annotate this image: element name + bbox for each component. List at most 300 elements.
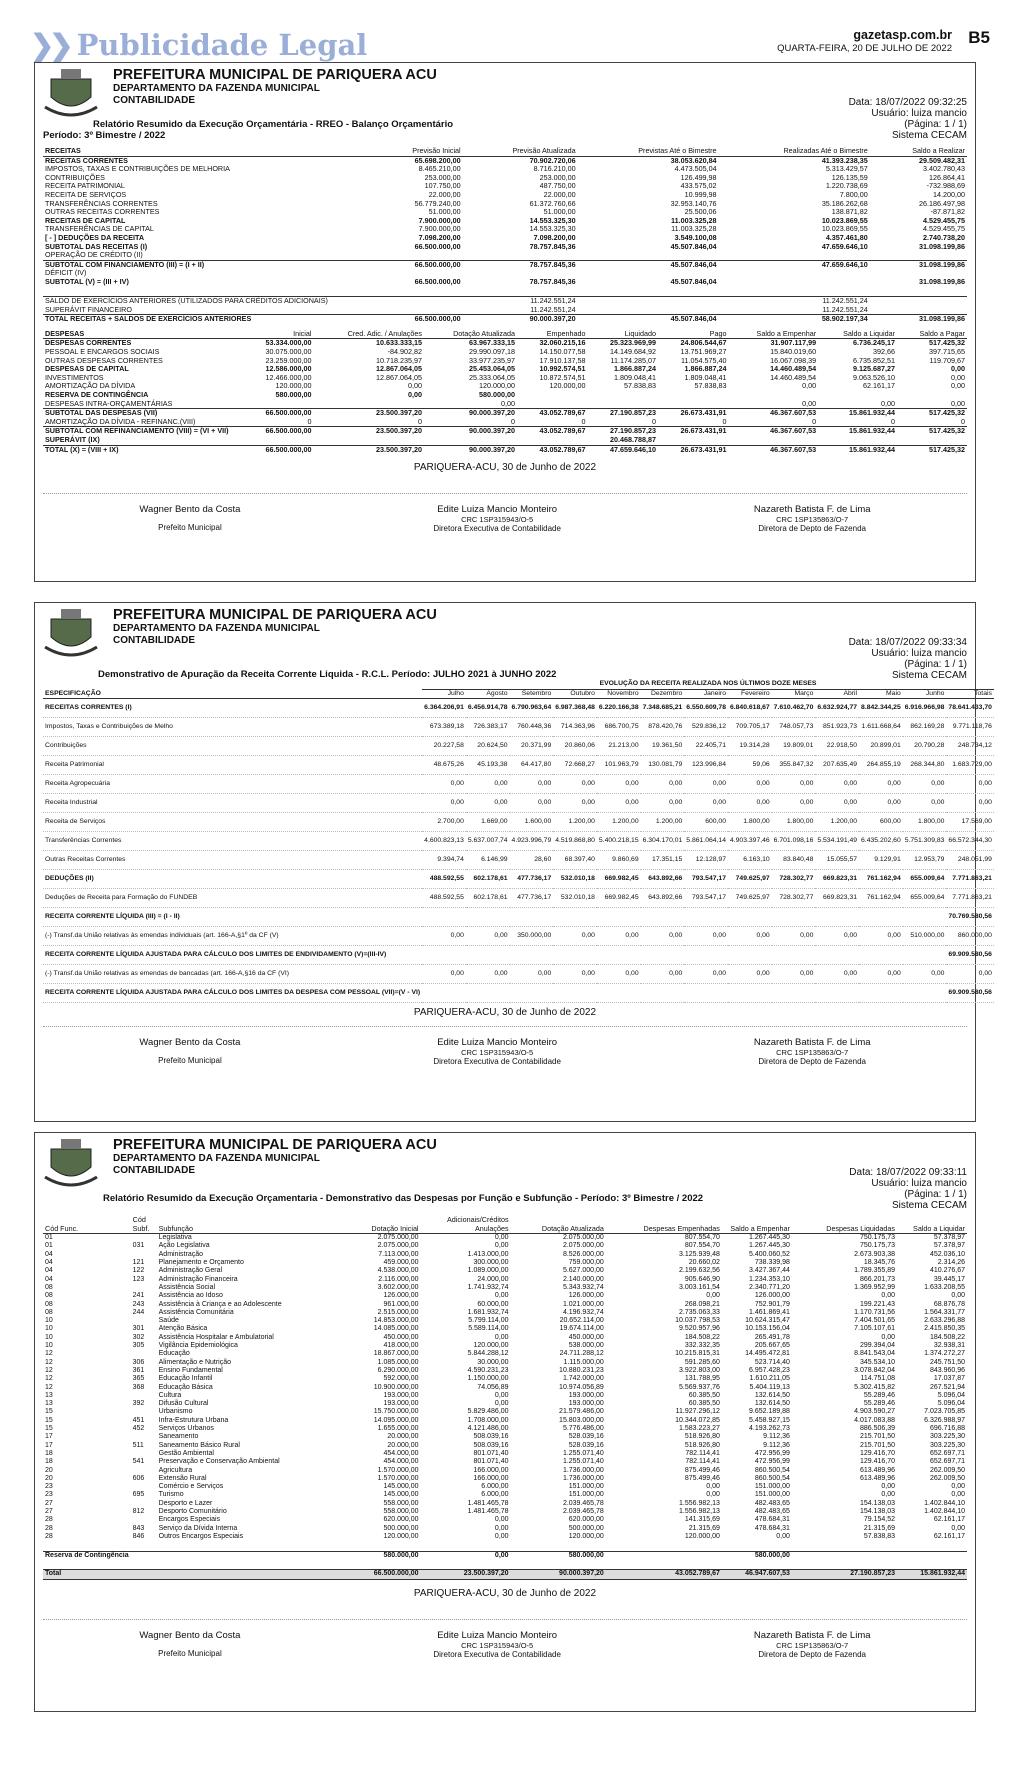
table-cell: 15.861.932,44 xyxy=(849,426,896,436)
table-cell: 57.838,83 xyxy=(623,381,656,391)
table-cell: 508.039,16 xyxy=(473,1433,509,1441)
table-cell: 1.866.887,24 xyxy=(684,364,727,374)
table-cell: 7.098.200,00 xyxy=(418,232,461,242)
table-row xyxy=(43,813,994,832)
table-cell: Alimentação e Nutrição xyxy=(158,1358,232,1366)
table-cell: 2.314,26 xyxy=(937,1259,965,1267)
table-cell: 478.684,31 xyxy=(754,1524,790,1532)
table-cell: 3.003.161,54 xyxy=(679,1283,720,1291)
table-cell: 193.000,00 xyxy=(568,1391,604,1399)
table-cell: Administração Geral xyxy=(158,1267,223,1275)
table-cell: 0,00 xyxy=(684,775,728,794)
table-cell: 0,00 xyxy=(728,965,772,984)
table-cell: 138.871,82 xyxy=(831,207,868,217)
table-cell: 300.000,00 xyxy=(473,1259,509,1267)
table-cell: 29.990.097,18 xyxy=(469,346,515,356)
table-cell: 669.823,31 xyxy=(815,889,859,908)
table-cell xyxy=(684,946,728,965)
table-cell: 132.614,50 xyxy=(754,1391,790,1399)
table-cell: 1.402.844,10 xyxy=(924,1499,965,1507)
table-cell: 53.334.000,00 xyxy=(265,338,312,348)
table-cell: 843 xyxy=(132,1524,145,1532)
table-cell: 10 xyxy=(45,1325,53,1333)
table-cell: 0,00 xyxy=(946,965,993,984)
table-row xyxy=(43,278,967,287)
table-cell: 1.570.000,00 xyxy=(377,1466,419,1474)
table-cell: 541 xyxy=(132,1458,145,1466)
table-cell xyxy=(131,1392,157,1400)
table-cell: 7.771.863,21 xyxy=(946,889,993,908)
table-cell: 538.000,00 xyxy=(568,1342,604,1350)
table-cell: DESPESAS CORRENTES xyxy=(45,338,132,348)
table-cell: 90.000.397,20 xyxy=(469,426,515,436)
table-cell: 145.000,00 xyxy=(383,1483,419,1491)
table-cell xyxy=(131,1284,157,1292)
table-row xyxy=(43,1292,967,1300)
table-cell: 31.907.117,99 xyxy=(770,338,817,348)
table-cell: 01 xyxy=(45,1234,53,1242)
table-cell: 812 xyxy=(132,1507,145,1515)
table-cell: 11.054.575,40 xyxy=(681,355,727,365)
table-cell: Gestão Ambiental xyxy=(158,1449,214,1457)
rcl-table xyxy=(43,680,994,1003)
table-cell xyxy=(553,946,597,965)
table-cell: 2.673.903,38 xyxy=(854,1250,895,1258)
month-header: Março xyxy=(794,689,814,697)
place-date: PARIQUERA-ACU, 30 de Junho de 2022 xyxy=(413,1587,597,1599)
table-cell: 19.361,50 xyxy=(641,737,685,756)
month-header: Fevereiro xyxy=(740,689,770,697)
table-cell: 782.114,41 xyxy=(685,1449,720,1457)
table-cell: 46.367.607,53 xyxy=(770,426,817,436)
table-cell: 450.000,00 xyxy=(568,1333,604,1341)
table-cell: 5.799.114,00 xyxy=(468,1317,509,1325)
table-cell: 866.201,73 xyxy=(859,1275,895,1283)
table-cell: 45.507.846,04 xyxy=(670,276,717,286)
table-cell: OPERAÇÃO DE CRÉDITO (II) xyxy=(45,250,143,260)
table-row xyxy=(43,1491,967,1499)
table-cell: 305 xyxy=(132,1342,145,1350)
table-cell: 0,00 xyxy=(951,381,965,391)
table-cell xyxy=(728,984,772,1003)
table-cell: 2.415.850,35 xyxy=(924,1325,965,1333)
table-cell: 0,00 xyxy=(772,927,816,946)
table-cell: 17.037,87 xyxy=(933,1375,965,1383)
org-subtitle: DEPARTAMENTO DA FAZENDA MUNICIPAL CONTABILIDADE xyxy=(113,83,320,106)
table-cell xyxy=(131,1570,157,1579)
table-cell: 10.880.231,23 xyxy=(559,1366,604,1374)
table-cell: 728.302,77 xyxy=(772,889,816,908)
table-cell: 5.534.191,49 xyxy=(815,832,859,851)
table-cell: 1.200,00 xyxy=(641,813,685,832)
table-cell: 529.836,12 xyxy=(684,718,728,737)
table-cell: 90.000.397,20 xyxy=(469,444,515,454)
table-cell: 392,66 xyxy=(873,346,896,356)
table-cell: 101.963,79 xyxy=(597,756,641,775)
table-cell: 0,00 xyxy=(706,1491,720,1499)
table-cell: 4.923.996,79 xyxy=(510,832,554,851)
table-cell: Infra-Estrutura Urbana xyxy=(158,1416,229,1424)
table-cell: 0,00 xyxy=(510,965,554,984)
table-cell: 69.909.580,56 xyxy=(946,984,993,1003)
table-cell: 26.673.431,91 xyxy=(680,444,727,454)
table-cell: 0,00 xyxy=(772,965,816,984)
table-cell: 0,00 xyxy=(422,775,466,794)
table-cell xyxy=(597,984,641,1003)
table-row xyxy=(43,1442,967,1450)
table-cell xyxy=(466,946,510,965)
table-cell xyxy=(772,908,816,927)
table-cell: 23.500.397,20 xyxy=(376,444,422,454)
month-header: Julho xyxy=(447,689,464,697)
table-row xyxy=(43,946,994,965)
table-cell: 10.624.315,47 xyxy=(745,1317,790,1325)
table-cell: 28 xyxy=(45,1516,53,1524)
table-cell: 132.614,50 xyxy=(754,1400,790,1408)
table-cell xyxy=(728,908,772,927)
table-cell: 10.023.869,55 xyxy=(821,215,868,225)
table-cell: 1.600,00 xyxy=(510,813,554,832)
table-cell xyxy=(422,908,466,927)
table-cell: 851.923,73 xyxy=(815,718,859,737)
table-cell: 25.500,06 xyxy=(684,207,717,217)
report-title: Demonstrativo de Apuração da Receita Corrente Liquida - R.C.L. Período: JULHO 2021 à JUNHO 2022 xyxy=(98,669,557,680)
table-cell xyxy=(510,984,554,1003)
table-row xyxy=(43,200,967,209)
table-cell: 0,00 xyxy=(951,398,965,408)
table-cell: 70.769.580,56 xyxy=(946,908,993,927)
table-cell: 0,00 xyxy=(466,775,510,794)
table-cell: 5.589.114,00 xyxy=(468,1325,509,1333)
table-cell: 0,00 xyxy=(422,794,466,813)
table-cell: 801.071,40 xyxy=(473,1458,509,1466)
table-cell: 20 xyxy=(45,1466,53,1474)
table-cell xyxy=(606,1551,722,1560)
table-cell: 410.276,67 xyxy=(929,1267,965,1275)
table-cell: 686.700,75 xyxy=(597,718,641,737)
report-title: Relatório Resumido da Execução Orçamentaria - Demonstrativo das Despesas por Função e Subfunção - Período: 3º Bimestre / 2022 xyxy=(103,1193,704,1204)
table-row xyxy=(43,251,967,260)
table-cell: 752.901,79 xyxy=(754,1300,790,1308)
signature-contabilidade: Edite Luiza Mancio Monteiro CRC 1SP315943/O-5 Diretora Executiva de Contabilidade xyxy=(433,1037,561,1067)
table-cell: 0,00 xyxy=(510,794,554,813)
signature-prefeito: Wagner Bento da Costa Prefeito Municipal xyxy=(139,1037,241,1066)
table-cell: 66.500.000,00 xyxy=(265,426,312,436)
table-cell: 66.500.000,00 xyxy=(414,276,461,286)
table-cell: 2.740.738,20 xyxy=(923,232,965,242)
table-cell: 3.078.842,04 xyxy=(854,1366,895,1374)
table-cell: 6.000,00 xyxy=(481,1491,509,1499)
table-cell xyxy=(719,278,870,287)
table-cell: 714.363,96 xyxy=(553,718,597,737)
table-cell: 32.953.140,76 xyxy=(670,198,717,208)
table-cell xyxy=(859,984,903,1003)
table-cell: 205.667,65 xyxy=(754,1342,790,1350)
table-cell: 0,00 xyxy=(510,775,554,794)
table-cell xyxy=(772,984,816,1003)
table-cell: 25.453.064,05 xyxy=(469,364,515,374)
table-cell: TRANSFERÊNCIAS DE CAPITAL xyxy=(45,224,154,234)
table-cell: 47.659.646,10 xyxy=(610,444,656,454)
table-cell: 652.697,71 xyxy=(929,1449,965,1457)
table-cell: 451 xyxy=(132,1416,145,1424)
table-cell: 1.708.000,00 xyxy=(467,1416,509,1424)
table-cell: 23.259.000,00 xyxy=(265,355,312,365)
org-subtitle: DEPARTAMENTO DA FAZENDA MUNICIPAL CONTABILIDADE xyxy=(113,1153,320,1176)
table-cell: 4.473.505,04 xyxy=(674,164,717,174)
table-cell: 0,00 xyxy=(706,1292,720,1300)
table-row xyxy=(43,165,967,174)
table-cell: 8.716.210,00 xyxy=(533,164,576,174)
table-cell: 45.507.846,04 xyxy=(670,259,717,269)
table-row xyxy=(43,1483,967,1491)
table-cell: 860.500,54 xyxy=(754,1474,790,1482)
table-cell xyxy=(422,984,466,1003)
table-cell: 11.242.551,24 xyxy=(530,304,576,314)
table-cell: Impostos, Taxas e Contribuições de Melho xyxy=(43,718,422,737)
table-cell: RECEITAS CORRENTES (I) xyxy=(43,699,422,718)
table-cell: 0 xyxy=(651,416,656,426)
table-cell: 43.052.789,67 xyxy=(539,426,586,436)
table-cell: 90.000.397,20 xyxy=(469,408,515,418)
table-cell: 6.916.966,98 xyxy=(903,699,947,718)
table-cell: 60.385,50 xyxy=(688,1391,720,1399)
table-cell: 55.289,46 xyxy=(863,1391,895,1399)
table-cell xyxy=(578,251,719,260)
table-cell: 0,00 xyxy=(951,1524,965,1532)
table-cell: 5.302.415,82 xyxy=(854,1383,895,1391)
table-cell: 30.075.000,00 xyxy=(265,346,312,356)
report-period: Período: 3º Bimestre / 2022 xyxy=(43,130,166,141)
table-cell: 12.466.000,00 xyxy=(265,372,312,382)
table-cell: 1.085.000,00 xyxy=(377,1358,419,1366)
table-cell: 696.716,88 xyxy=(929,1425,965,1433)
table-cell: 121 xyxy=(132,1259,145,1267)
table-cell: 12.128,97 xyxy=(684,851,728,870)
table-cell: Saneamento xyxy=(158,1433,199,1441)
table-cell: Reserva de Contingência xyxy=(45,1551,129,1559)
table-cell: RECEITA CORRENTE LÍQUIDA AJUSTADA PARA CÁLCULO DOS LIMITES DA DESPESA COM PESSOAL (VII)=(V - VI) xyxy=(43,984,422,1003)
table-cell: 14.150.077,58 xyxy=(539,346,586,356)
table-cell: 472.956,99 xyxy=(754,1449,790,1457)
table-cell: 20.790,28 xyxy=(903,737,947,756)
table-cell: 332.332,35 xyxy=(684,1342,720,1350)
table-cell xyxy=(859,908,903,927)
table-cell: 4.017.083,88 xyxy=(854,1416,895,1424)
table-row xyxy=(43,1392,967,1400)
table-cell xyxy=(903,946,947,965)
table-cell: 1.800,00 xyxy=(903,813,947,832)
table-cell: 3.549.100,08 xyxy=(674,232,717,242)
table-cell xyxy=(728,436,818,445)
table-cell: 47.659.646,10 xyxy=(821,259,868,269)
table-cell: 11.003.325,28 xyxy=(670,215,717,225)
place-date: PARIQUERA-ACU, 30 de Junho de 2022 xyxy=(413,1007,597,1019)
table-cell: 193.000,00 xyxy=(568,1400,604,1408)
table-cell xyxy=(815,984,859,1003)
table-cell: 1.200,00 xyxy=(815,813,859,832)
table-cell: 0,00 xyxy=(466,927,510,946)
table-cell: 0,00 xyxy=(422,927,466,946)
table-cell: 0 xyxy=(307,416,312,426)
table-cell: 0,00 xyxy=(494,1242,509,1250)
table-cell: 166.000,00 xyxy=(473,1474,509,1482)
table-cell: 0,00 xyxy=(706,1483,720,1491)
table-cell: 0,00 xyxy=(422,965,466,984)
table-cell: 1.583.223,27 xyxy=(679,1425,720,1433)
table-cell: 793.547,17 xyxy=(684,889,728,908)
table-cell: 20.899,01 xyxy=(859,737,903,756)
table-row xyxy=(43,1458,967,1466)
table-cell: 875.499,46 xyxy=(684,1474,720,1482)
table-cell: 1.481.465,78 xyxy=(467,1507,509,1515)
table-cell: 2.075.000,00 xyxy=(562,1234,604,1242)
table-cell: 14.085.000,00 xyxy=(373,1325,419,1333)
table-cell: 0,00 xyxy=(815,927,859,946)
table-cell: 528.039,16 xyxy=(568,1433,604,1441)
table-cell: 57.838,83 xyxy=(863,1532,895,1540)
table-cell: 306 xyxy=(132,1358,145,1366)
table-cell: 478.684,31 xyxy=(754,1516,790,1524)
table-cell: 9.652.189,88 xyxy=(749,1408,790,1416)
table-cell: 6.632.924,77 xyxy=(815,699,859,718)
table-cell: Outros Encargos Especiais xyxy=(158,1532,244,1540)
table-cell: Atenção Básica xyxy=(158,1325,208,1333)
signature-contabilidade: Edite Luiza Mancio Monteiro CRC 1SP315943/O-5 Diretora Executiva de Contabilidade xyxy=(433,1629,561,1659)
table-cell: 600,00 xyxy=(859,813,903,832)
table-cell: 4.903.397,46 xyxy=(728,832,772,851)
table-cell: 1.021.000,00 xyxy=(562,1300,604,1308)
org-title: PREFEITURA MUNICIPAL DE PARIQUERA ACU xyxy=(113,67,437,83)
table-cell: 6.000,00 xyxy=(481,1483,509,1491)
table-cell: 21.213,00 xyxy=(597,737,641,756)
table-cell: Legislativa xyxy=(158,1234,192,1242)
table-cell: 90.000.397,20 xyxy=(559,1570,604,1578)
table-cell: Turismo xyxy=(158,1491,184,1499)
table-cell: 55.289,46 xyxy=(863,1400,895,1408)
table-cell: 6.163,10 xyxy=(728,851,772,870)
table-cell: 4.193.262,73 xyxy=(749,1425,790,1433)
table-cell xyxy=(641,984,685,1003)
table-cell: 0,00 xyxy=(553,965,597,984)
table-cell: 1.611.668,64 xyxy=(859,718,903,737)
table-cell: Encargos Especiais xyxy=(158,1516,221,1524)
table-cell: 655.009,64 xyxy=(903,870,947,889)
table-cell: 8.526.000,00 xyxy=(562,1250,604,1258)
table-cell: 4.196.932,74 xyxy=(562,1308,604,1316)
table-cell xyxy=(897,436,967,445)
table-cell: 511 xyxy=(132,1441,144,1449)
table-cell: 2.199.632,56 xyxy=(679,1267,720,1275)
table-cell: 47.659.646,10 xyxy=(821,241,868,251)
table-cell xyxy=(553,908,597,927)
table-cell: 28 xyxy=(45,1524,53,1532)
table-cell: 580.000,00 xyxy=(383,1551,419,1559)
table-cell: 62.161,17 xyxy=(933,1532,965,1540)
table-cell: 120.000,00 xyxy=(568,1532,604,1540)
table-cell: 65.698.200,00 xyxy=(414,155,461,165)
table-cell: IMPOSTOS, TAXAS E CONTRIBUIÇÕES DE MELHORIA xyxy=(45,164,230,174)
table-cell: Extensão Rural xyxy=(158,1474,207,1482)
table-cell: 0,00 xyxy=(859,927,903,946)
table-cell: 27 xyxy=(45,1507,53,1515)
table-cell: 4.538.000,00 xyxy=(377,1267,419,1275)
table-cell xyxy=(815,946,859,965)
table-cell: 31.098.199,86 xyxy=(919,259,965,269)
table-cell: 45.193,38 xyxy=(466,756,510,775)
table-cell: SUBTOTAL COM REFINANCIAMENTO (VIII) = (VI + VII) xyxy=(45,426,229,436)
table-cell: 10.215.815,31 xyxy=(675,1350,720,1358)
table-row xyxy=(43,1234,967,1243)
table-cell: 24.000,00 xyxy=(477,1275,509,1283)
table-cell: 11.242.551,24 xyxy=(822,304,868,314)
table-header-row: Cód Func. Cód Subf. Subfunção Dotação Inicial Adicionais/Créditos Anulações Dotação Atualizada Despesas Empenhadas Saldo a Empenhar Despesas Liquidadas Saldo a Liquidar xyxy=(45,1215,965,1233)
table-cell: 8.465.210,00 xyxy=(418,164,461,174)
table-cell: 9.112,36 xyxy=(763,1433,790,1441)
table-cell: 2.700,00 xyxy=(422,813,466,832)
table-cell: 248.734,12 xyxy=(946,737,993,756)
table-row xyxy=(43,1425,967,1433)
table-cell: 123.996,84 xyxy=(684,756,728,775)
table-cell xyxy=(684,908,728,927)
table-cell: Educação Infantil xyxy=(158,1375,213,1383)
table-cell: 1.570.000,00 xyxy=(377,1474,419,1482)
table-cell: 5.313.429,57 xyxy=(825,164,868,174)
site-url[interactable]: gazetasp.com.br xyxy=(853,28,952,42)
table-cell: 62.161,17 xyxy=(933,1516,965,1524)
table-cell: 482.483,65 xyxy=(754,1499,790,1507)
table-cell: 031 xyxy=(132,1242,145,1250)
table-cell: 9.771.118,76 xyxy=(946,718,993,737)
table-cell: 59,06 xyxy=(728,756,772,775)
table-cell: 5.458.927,15 xyxy=(749,1416,790,1424)
table-cell: 726.383,17 xyxy=(466,718,510,737)
report-meta: Data: 18/07/2022 09:33:34 Usuário: luiza mancio (Página: 1 / 1) Sistema CECAM xyxy=(848,637,967,681)
table-cell: 875.499,46 xyxy=(684,1466,720,1474)
table-cell: 0,00 xyxy=(466,965,510,984)
table-cell: 243 xyxy=(132,1300,145,1308)
table-cell: 0,00 xyxy=(494,1516,509,1524)
table-cell: 0,00 xyxy=(881,1333,895,1341)
table-cell xyxy=(131,1433,157,1441)
table-cell: 9.394,74 xyxy=(422,851,466,870)
table-cell: 0,00 xyxy=(597,794,641,813)
table-cell: 2.039.465,78 xyxy=(562,1507,604,1515)
table-cell: 241 xyxy=(132,1292,145,1300)
table-cell: 5.404.119,13 xyxy=(749,1383,790,1391)
table-cell: 350.000,00 xyxy=(510,927,554,946)
table-cell: 613.489,96 xyxy=(859,1466,895,1474)
table-cell: Comércio e Serviços xyxy=(158,1483,224,1491)
table-cell: 0,00 xyxy=(407,389,422,399)
table-cell: 600,00 xyxy=(684,813,728,832)
table-row xyxy=(43,1242,967,1250)
table-cell: 0,00 xyxy=(684,927,728,946)
table-row xyxy=(43,1359,967,1367)
table-cell: 6.220.166,38 xyxy=(597,699,641,718)
table-cell: 23.500.397,20 xyxy=(376,426,422,436)
table-row xyxy=(43,775,994,794)
table-cell: 5.861.064,14 xyxy=(684,832,728,851)
table-cell xyxy=(684,984,728,1003)
table-cell: 57.378,97 xyxy=(933,1234,965,1242)
table-cell xyxy=(466,984,510,1003)
table-cell: 145.000,00 xyxy=(383,1491,419,1499)
table-cell: RECEITA PATRIMONIAL xyxy=(45,181,125,191)
table-cell xyxy=(243,436,313,445)
table-cell: 9.129,91 xyxy=(859,851,903,870)
table-cell xyxy=(422,946,466,965)
